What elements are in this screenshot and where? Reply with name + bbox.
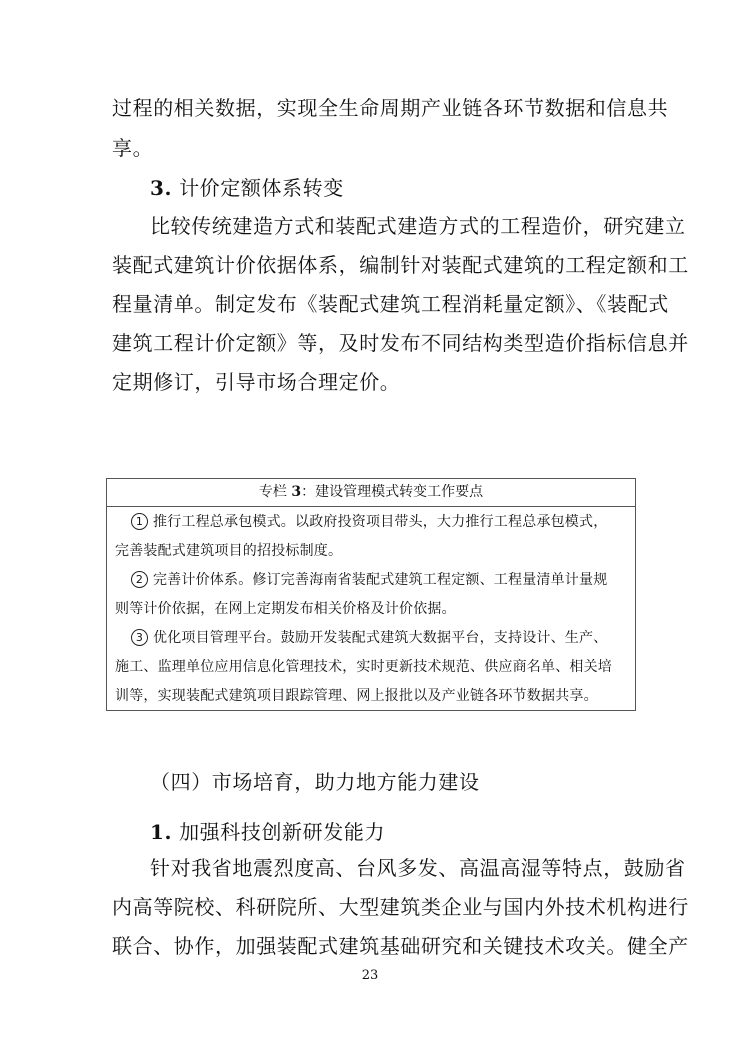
chapter-heading: （四）市场培育，助力地方能力建设 — [150, 770, 480, 794]
box-item-line: 完善装配式建筑项目的招投标制度。 — [115, 543, 343, 559]
body-text-line: 比较传统建造方式和装配式建造方式的工程造价，研究建立 — [150, 214, 686, 238]
section-title: 计价定额体系转变 — [179, 176, 344, 200]
body-text-line: 定期修订，引导市场合理定价。 — [112, 370, 401, 394]
section-number: 3. — [150, 176, 173, 200]
box-item-line: 训等，实现装配式建筑项目跟踪管理、网上报批以及产业链各环节数据共享。 — [115, 688, 598, 704]
body-text-line: 享。 — [112, 136, 154, 160]
circled-number-2: 2 — [131, 571, 148, 588]
info-box-title — [107, 479, 635, 507]
box-item-line: 3 优化项目管理平台。鼓励开发装配式建筑大数据平台，支持设计、生产、 — [115, 629, 607, 647]
info-box — [106, 478, 636, 711]
body-text-line: 建筑工程计价定额》等，及时发布不同结构类型造价指标信息并 — [112, 331, 689, 355]
box-title-prefix: 专栏 — [258, 484, 287, 500]
circled-number-1: 1 — [131, 513, 148, 530]
box-item-line: 施工、监理单位应用信息化管理技术，实时更新技术规范、供应商名单、相关培 — [115, 659, 612, 675]
section-heading — [150, 176, 344, 200]
body-text-line: 过程的相关数据，实现全生命周期产业链各环节数据和信息共 — [112, 96, 669, 120]
section-number: 1. — [150, 820, 173, 844]
page-number: 23 — [361, 968, 379, 983]
body-text-line: 装配式建筑计价依据体系，编制针对装配式建筑的工程定额和工 — [112, 253, 689, 277]
box-title-number: 3 — [291, 484, 302, 500]
body-text-line: 程量清单。制定发布《装配式建筑工程消耗量定额》、《装配式 — [112, 292, 669, 316]
body-text-line: 联合、协作，加强装配式建筑基础研究和关键技术攻关。健全产 — [112, 934, 689, 958]
box-item-line: 则等计价依据，在网上定期发布相关价格及计价依据。 — [115, 601, 456, 617]
body-text-line: 针对我省地震烈度高、台风多发、高温高湿等特点，鼓励省 — [150, 856, 686, 880]
section-heading — [150, 820, 385, 844]
section-title: 加强科技创新研发能力 — [179, 820, 386, 844]
box-item-line: 1 推行工程总承包模式。以政府投资项目带头，大力推行工程总承包模式， — [115, 513, 607, 531]
body-text-line: 内高等院校、科研院所、大型建筑类企业与国内外技术机构进行 — [112, 895, 689, 919]
circled-number-3: 3 — [131, 629, 148, 646]
box-item-line: 2 完善计价体系。修订完善海南省装配式建筑工程定额、工程量清单计量规 — [115, 571, 607, 589]
box-title-text: ：建设管理模式转变工作要点 — [301, 484, 484, 500]
